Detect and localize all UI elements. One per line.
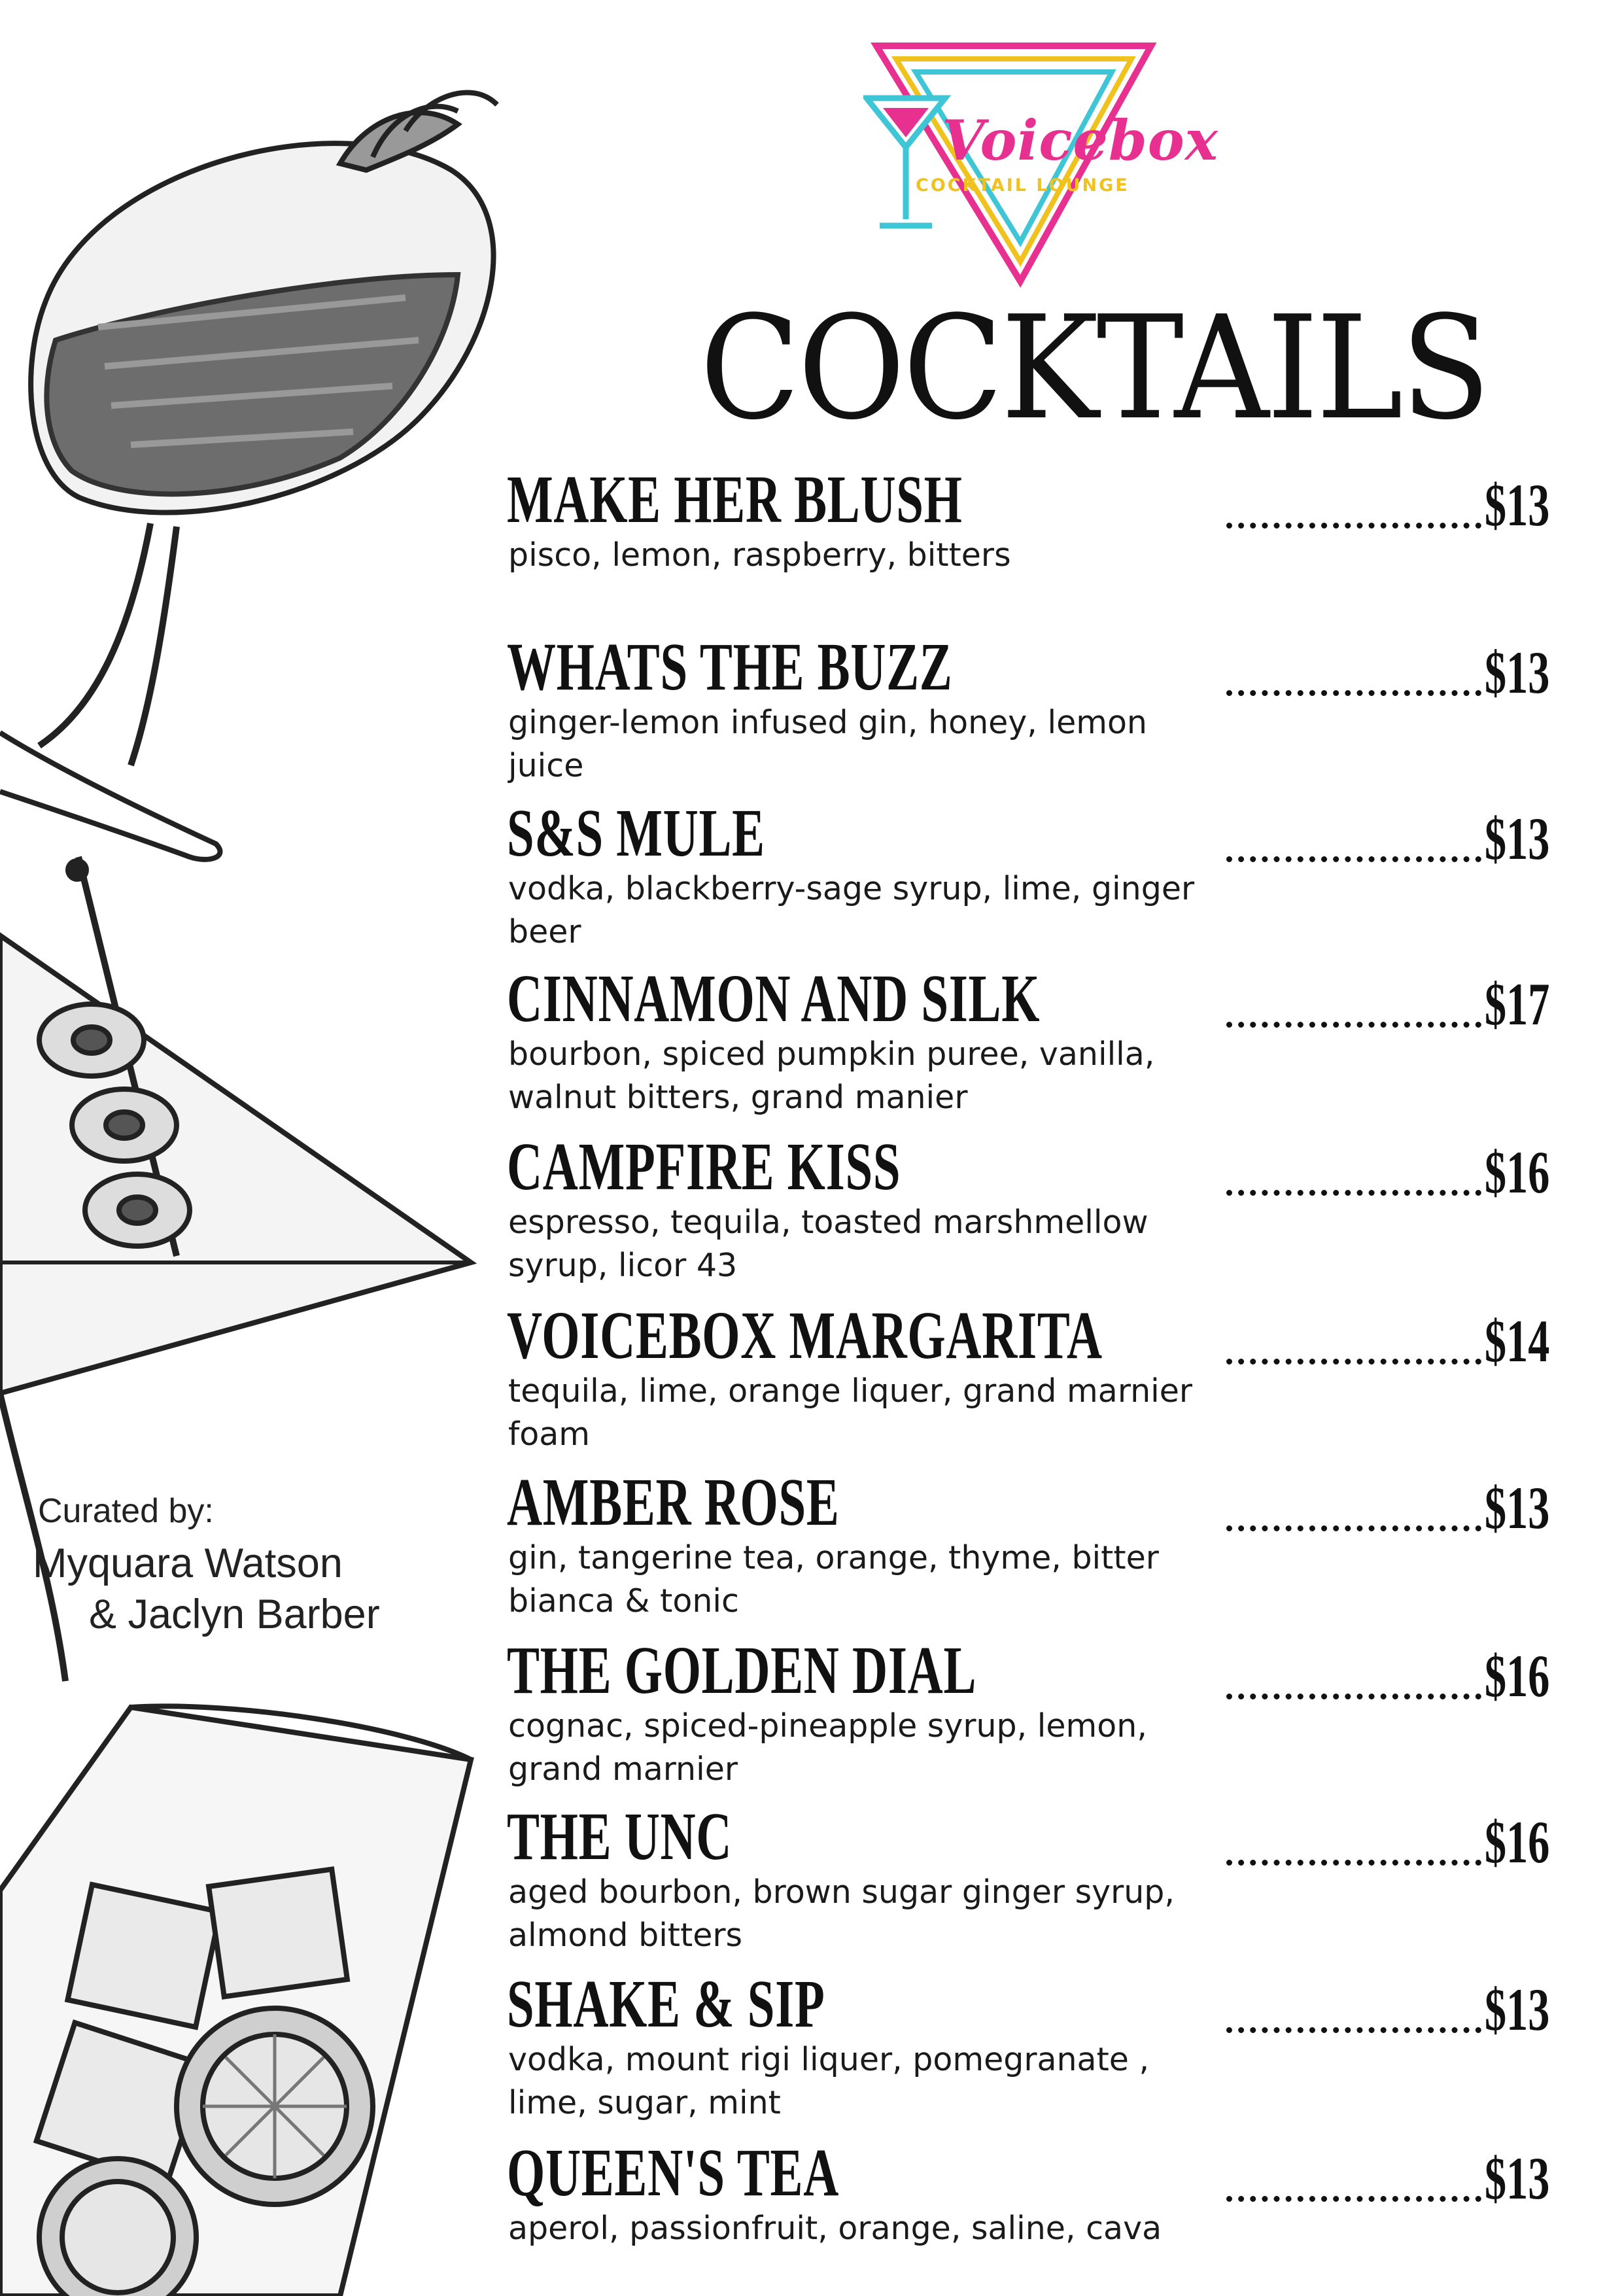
dot-leader [1226, 2002, 1481, 2033]
item-price: $13 [1485, 2145, 1550, 2212]
item-name: CAMPFIRE KISS [507, 1129, 901, 1204]
item-name: QUEEN'S TEA [507, 2135, 839, 2210]
dot-leader [1226, 1500, 1481, 1531]
item-description: aperol, passionfruit, orange, saline, cava [508, 2210, 1162, 2247]
item-description: aged bourbon, brown sugar ginger syrup, almond bitters [508, 1873, 1175, 1954]
logo-subtitle: COCKTAIL LOUNGE [916, 175, 1130, 196]
dot-leader [1226, 996, 1481, 1028]
item-name: WHATS THE BUZZ [507, 629, 953, 704]
item-price: $14 [1485, 1308, 1550, 1374]
dot-leader [1226, 665, 1481, 696]
item-price: $16 [1485, 1643, 1550, 1709]
item-description: tequila, lime, orange liquer, grand marnier foam [508, 1372, 1193, 1453]
dot-leader [1226, 1164, 1481, 1196]
item-description: cognac, spiced-pineapple syrup, lemon, grand marnier [508, 1707, 1147, 1788]
item-price: $13 [1485, 1474, 1550, 1541]
item-price: $13 [1485, 639, 1550, 706]
martini-icon [867, 98, 945, 226]
item-name: THE UNC [507, 1799, 733, 1874]
wine-glass-sketch [0, 92, 497, 859]
dot-leader [1226, 2170, 1481, 2202]
dot-leader [1226, 1668, 1481, 1699]
item-price: $17 [1485, 971, 1550, 1037]
item-price: $16 [1485, 1809, 1550, 1875]
item-name: SHAKE & SIP [507, 1966, 825, 2042]
curated-label: Curated by: [38, 1492, 214, 1530]
curator-name-2: & Jaclyn Barber [89, 1592, 380, 1637]
curated-by-block [33, 1491, 380, 1638]
dot-leader [1226, 497, 1481, 529]
item-description: vodka, blackberry-sage syrup, lime, ginger beer [508, 870, 1195, 950]
item-name: AMBER ROSE [507, 1465, 840, 1540]
item-name: THE GOLDEN DIAL [507, 1633, 977, 1708]
item-description: pisco, lemon, raspberry, bitters [508, 536, 1011, 574]
item-description: gin, tangerine tea, orange, thyme, bitter bianca & tonic [508, 1539, 1159, 1620]
item-description: ginger-lemon infused gin, honey, lemon juice [508, 704, 1147, 784]
item-price: $16 [1485, 1139, 1550, 1206]
logo-wordmark: Voicebox [942, 108, 1218, 173]
dot-leader [1226, 1834, 1481, 1866]
item-description: bourbon, spiced pumpkin puree, vanilla, walnut bitters, grand manier [508, 1035, 1155, 1116]
item-name: VOICEBOX MARGARITA [507, 1298, 1103, 1373]
item-price: $13 [1485, 472, 1550, 538]
item-price: $13 [1485, 1976, 1550, 2043]
dot-leader [1226, 1333, 1481, 1365]
item-name: S&S MULE [507, 795, 765, 871]
highball-glass-sketch [0, 1706, 471, 2296]
curator-name-1: Myquara Watson [33, 1540, 343, 1586]
page-title: COCKTAILS [700, 286, 1489, 451]
item-name: MAKE HER BLUSH [507, 462, 963, 537]
item-price: $13 [1485, 805, 1550, 872]
item-description: espresso, tequila, toasted marshmellow syrup, licor 43 [508, 1204, 1148, 1284]
dot-leader [1226, 831, 1481, 862]
item-name: CINNAMON AND SILK [507, 961, 1041, 1036]
item-description: vodka, mount rigi liquer, pomegranate , lime, sugar, mint [508, 2041, 1150, 2121]
